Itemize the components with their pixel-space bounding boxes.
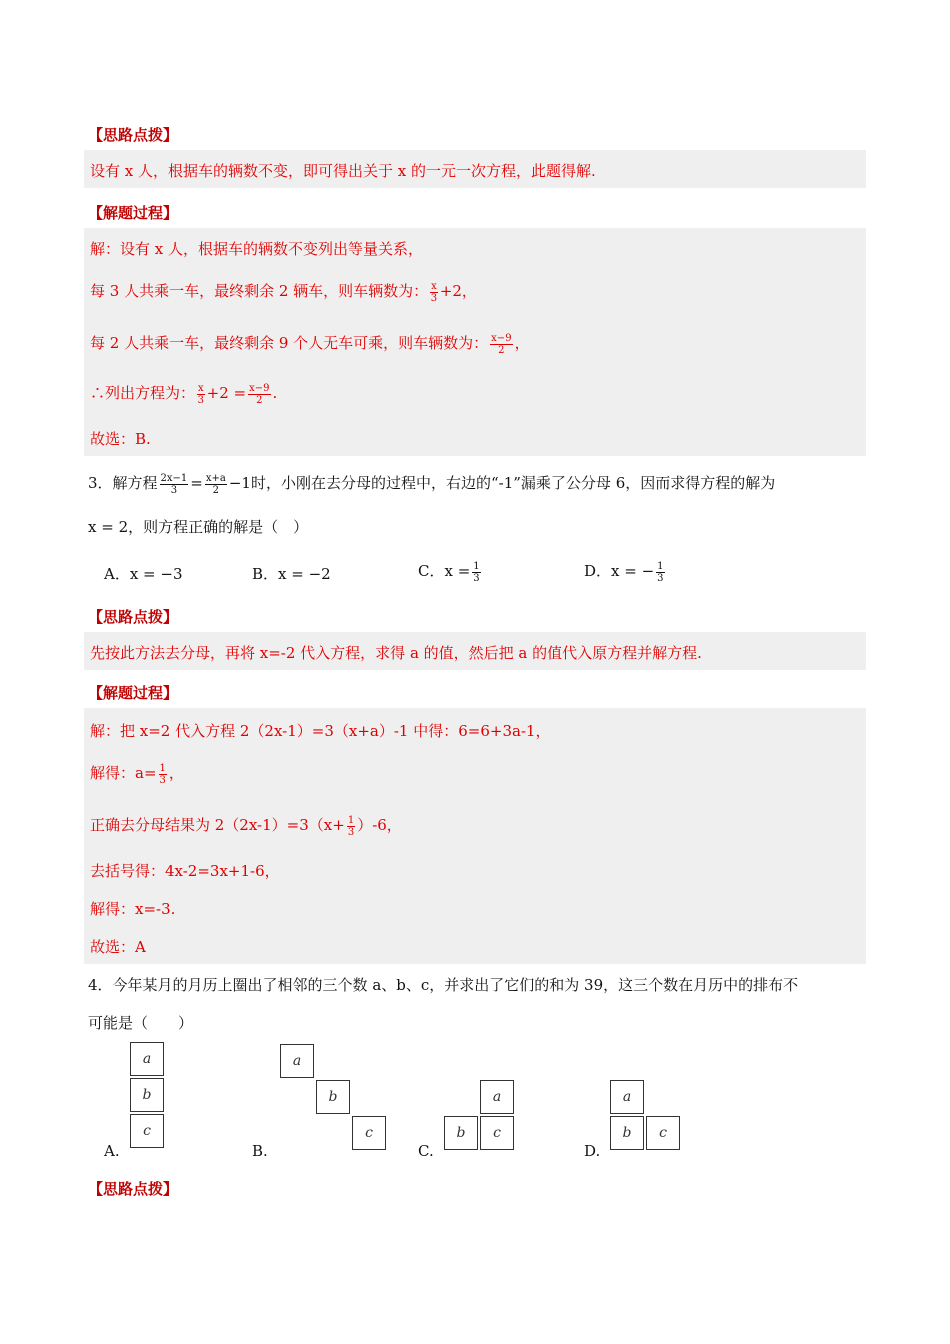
- q4-b-cell-c: c: [352, 1116, 386, 1150]
- q3-hint-text: 先按此方法去分母，再将 x=-2 代入方程，求得 a 的值，然后把 a 的值代入原方程并解方程.: [90, 644, 702, 662]
- q3-hint-box: [84, 632, 866, 670]
- q3-sol-line1: 解：把 x=2 代入方程 2（2x-1）=3（x+a）-1 中得：6=6+3a-1，: [90, 722, 551, 740]
- q2-solution-title: 【解题过程】: [88, 204, 179, 222]
- q4-b-cell-a: a: [280, 1044, 314, 1078]
- q4-option-c-label: C.: [418, 1142, 434, 1160]
- q2-sol-line1: 解：设有 x 人，根据车的辆数不变列出等量关系，: [90, 240, 423, 258]
- q3-solution-box: [84, 708, 866, 964]
- q2-solution-box: [84, 228, 866, 456]
- q4-option-a-label: A.: [104, 1142, 120, 1160]
- q2-sol-line3: 每 2 人共乘一车，最终剩余 9 个人无车可乘，则车辆数为： $\frac{x-9}{2}$ ，: [90, 332, 530, 356]
- q4-stem-line2: 可能是（ ）: [88, 1014, 194, 1032]
- q4-d-cell-b: b: [610, 1116, 644, 1150]
- q2-sol-line4: ∴列出方程为： $\frac{x}{3}$ +2 = $\frac{x-9}{2}$ .: [90, 382, 278, 406]
- q2-hint-box: [84, 150, 866, 188]
- q4-option-b-label: B.: [252, 1142, 268, 1160]
- q4-c-cell-b: b: [444, 1116, 478, 1150]
- q3-sol-line2: 解得：a= $\frac{1}{3}$ ，: [90, 762, 184, 786]
- q3-option-a: A．x = −3: [104, 565, 183, 583]
- q3-sol-line5: 解得：x=-3.: [90, 900, 176, 918]
- q3-stem-line1: 3．解方程 $\frac{2x-1}{3}$ = $\frac{x+a}{2}$ −1时，小刚在去分母的过程中，右边的“-1”漏乘了公分母 6，因而求得方程的解为: [88, 472, 776, 496]
- q4-c-cell-c: c: [480, 1116, 514, 1150]
- q2-sol-line2: 每 3 人共乘一车，最终剩余 2 辆车，则车辆数为： $\frac{x}{3}$ +2，: [90, 280, 477, 304]
- q2-hint-text: 设有 x 人，根据车的辆数不变，即可得出关于 x 的一元一次方程，此题得解.: [90, 162, 596, 180]
- q4-stem-line1: 4．今年某月的月历上圈出了相邻的三个数 a、b、c，并求出了它们的和为 39，这三个数在月历中的排布不: [88, 976, 799, 994]
- q4-d-cell-a: a: [610, 1080, 644, 1114]
- q4-hint-title: 【思路点拨】: [88, 1180, 179, 1198]
- q3-option-b: B．x = −2: [252, 565, 331, 583]
- q4-a-cell-c: c: [130, 1114, 164, 1148]
- q4-c-cell-a: a: [480, 1080, 514, 1114]
- q4-a-cell-a: a: [130, 1042, 164, 1076]
- q3-sol-line4: 去括号得：4x-2=3x+1-6，: [90, 862, 280, 880]
- q3-sol-line6: 故选：A: [90, 938, 146, 956]
- q3-solution-title: 【解题过程】: [88, 684, 179, 702]
- q2-hint-title: 【思路点拨】: [88, 126, 179, 144]
- q2-sol-line5: 故选：B.: [90, 430, 151, 448]
- q3-option-c: C．x = $\frac{1}{3}$: [418, 560, 480, 584]
- q4-b-cell-b: b: [316, 1080, 350, 1114]
- q3-hint-title: 【思路点拨】: [88, 608, 179, 626]
- q4-a-cell-b: b: [130, 1078, 164, 1112]
- q4-option-d-label: D.: [584, 1142, 601, 1160]
- q3-sol-line3: 正确去分母结果为 2（2x-1）=3（x+ $\frac{1}{3}$ ）-6，: [90, 814, 402, 838]
- q3-option-d: D．x = − $\frac{1}{3}$: [584, 560, 664, 584]
- q3-stem-line2: x = 2，则方程正确的解是（ ）: [88, 518, 309, 536]
- q4-d-cell-c: c: [646, 1116, 680, 1150]
